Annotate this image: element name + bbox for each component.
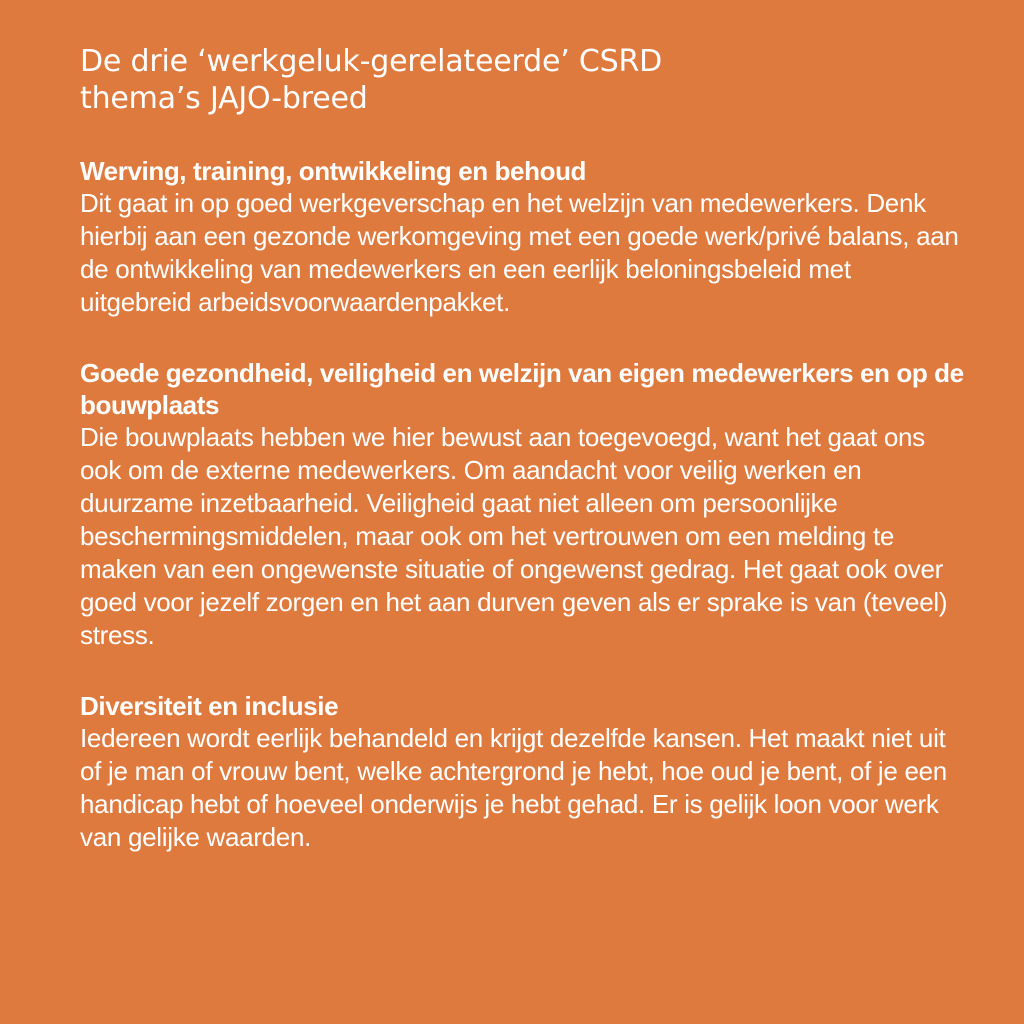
section-recruitment: [80, 155, 964, 319]
section-health-safety: [80, 357, 964, 652]
section-body: Dit gaat in op goed werkgeverschap en het welzijn van medewerkers. Denk hierbij aan een gezonde werkomgeving met een goede werk/privé balans, aan de ontwikkeling van medewerkers en een eerlijk beloningsbeleid met uitgebreid arbeidsvoorwaardenpakket.: [80, 188, 959, 317]
section-body: Die bouwplaats hebben we hier bewust aan toegevoegd, want het gaat ons ook om de externe medewerkers. Om aandacht voor veilig werken en duurzame inzetbaarheid. Veiligheid gaat niet alleen om persoonlijke beschermingsmiddelen, maar ook om het vertrouwen om een melding te maken van een ongewenste situatie of ongewenst gedrag. Het gaat ook over goed voor jezelf zorgen en het aan durven geven als er sprake is van (teveel) stress.: [80, 422, 948, 650]
page-title-line-1: De drie ‘werkgeluk-gerelateerde’ CSRD: [80, 44, 663, 79]
section-heading: Diversiteit en inclusie: [80, 691, 339, 721]
page-title: [80, 43, 964, 117]
section-body: Iedereen wordt eerlijk behandeld en krijgt dezelfde kansen. Het maakt niet uit of je man of vrouw bent, welke achtergrond je hebt, hoe oud je bent, of je een handicap hebt of hoeveel onderwijs je hebt gehad. Er is gelijk loon voor werk van gelijke waarden.: [80, 723, 947, 852]
section-heading: Goede gezondheid, veiligheid en welzijn van eigen medewerkers en op de bouwplaats: [80, 358, 964, 420]
page-title-line-2: thema’s JAJO-breed: [80, 81, 368, 116]
section-diversity-inclusion: [80, 690, 964, 854]
section-heading: Werving, training, ontwikkeling en behoud: [80, 156, 587, 186]
